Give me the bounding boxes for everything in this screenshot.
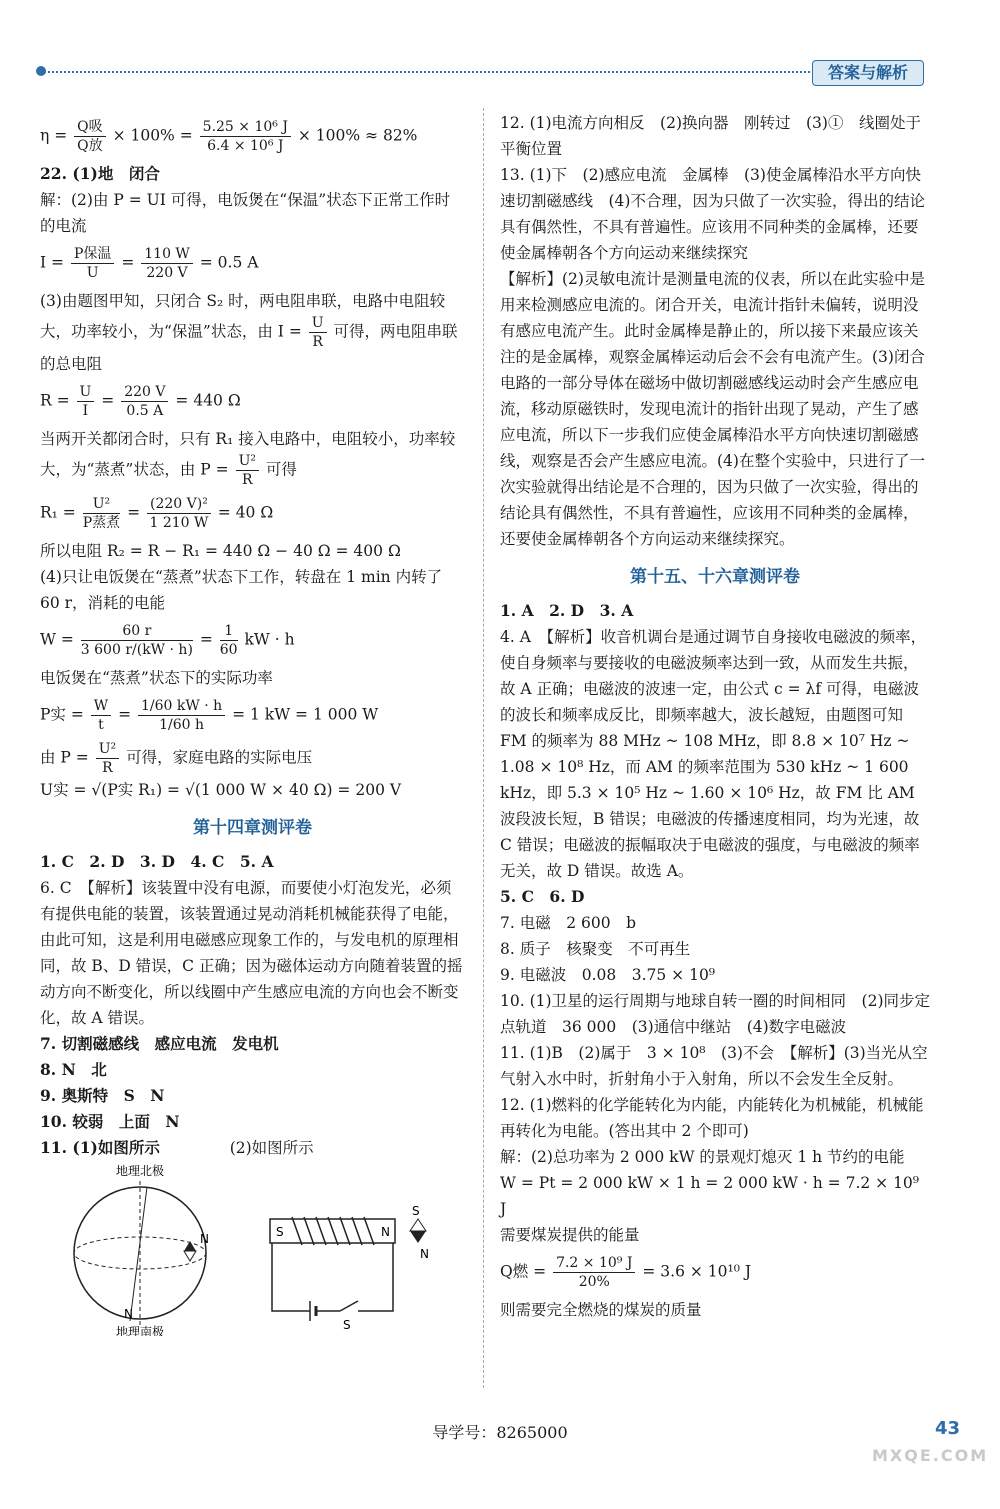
- ch14-answer-7: 7. 切割磁感线 感应电流 发电机: [40, 1034, 279, 1053]
- ch15-answer-12: 12. (1)燃料的化学能转化为内能，内能转化为机械能，机械能再转化为电能。(答出其中 2 个即可): [500, 1096, 924, 1140]
- eq-voltage: U实 = √(P实 R₁) = √(1 000 W × 40 Ω) = 200 V: [40, 781, 402, 799]
- compass-n-icon: [410, 1231, 426, 1243]
- needle-south-icon: [184, 1251, 196, 1261]
- q12-answer: 12. (1)电流方向相反 (2)换向器 刚转过 (3)① 线圈处于平衡位置: [500, 114, 921, 158]
- ch15-answer-12c: W = Pt = 2 000 kW × 1 h = 2 000 kW · h = 7.2 × 10⁹ J: [500, 1174, 920, 1218]
- label-north-pole: 地理北极: [115, 1164, 165, 1178]
- magnetic-axis: [130, 1187, 147, 1321]
- label-switch: S: [343, 1318, 351, 1332]
- ch14-answer-6: 6. C 【解析】该装置中没有电源，而要使小灯泡发光，必须有提供电能的装置，该装置通过晃动消耗机械能获得了电能，由此可知，这是利用电磁感应现象工作的，与发电机的原理相同，故 B、D 错误，C 正确；因为磁体运动方向随着装置的摇动方向不断变化，所以线圈中产生感应电流的方向也会不断变化，故 A 错误。: [40, 879, 463, 1027]
- header-rule: [40, 71, 810, 73]
- ch14-answer-10: 10. 较弱 上面 N: [40, 1112, 180, 1131]
- label-n-bottom: N: [124, 1307, 133, 1321]
- ch15-answer-12e: 则需要完全燃烧的煤炭的质量: [500, 1301, 702, 1319]
- ch14-answer-9: 9. 奥斯特 S N: [40, 1086, 165, 1105]
- ch15-answer-10: 10. (1)卫星的运行周期与地球自转一圈的时间相同 (2)同步定点轨道 36 000 (3)通信中继站 (4)数字电磁波: [500, 992, 930, 1036]
- ch15-answer-4: 4. A 【解析】收音机调台是通过调节自身接收电磁波的频率，使自身频率与要接收的电磁波频率达到一致，从而发生共振，故 A 正确；电磁波的波速一定，由公式 c = λf 可得，电磁波的波长和频率成反比，即频率越大，波长越短，由题图可知 FM 的频率为 88 MHz ~ 108 MHz，即 8.8 × 10⁷ Hz ~ 1.08 × 10⁸ Hz，而 AM 的频率范围为 530 kHz ~ 1 600 kHz，即 5.3 × 10⁵ Hz ~ 1.60 × 10⁶ Hz，故 FM 比 AM 波段波长短，B 错误；电磁波的传播速度相同，均为光速，故 C 错误；电磁波的振幅取决于电磁波的强度，与电磁波的频率无关，故 D 错误。故选 A。: [500, 628, 927, 880]
- ch15-answer-8: 8. 质子 核聚变 不可再生: [500, 940, 691, 958]
- q13-answer: 13. (1)下 (2)感应电流 金属棒 (3)使金属棒沿水平方向快速切割磁感线 (4)不合理，因为只做了一次实验，得出的结论具有偶然性，不具有普遍性。应该用不同种类的金属棒，还要使金属棒朝各个方向运动来继续探究: [500, 166, 925, 262]
- ch15-answer-7: 7. 电磁 2 600 b: [500, 914, 637, 932]
- figure-svg: [40, 1161, 465, 1336]
- eq-power: P实 = $\frac{W}{t}$ = $\frac{1/60 kW \cdot h}{1/60 h}$ = 1 kW = 1 000 W: [40, 698, 379, 733]
- q13-analysis: 【解析】(2)灵敏电流计是测量电流的仪表，所以在此实验中是用来检测感应电流的。闭合开关，电流计指针未偏转，说明没有感应电流产生。此时金属棒是静止的，所以接下来最应该关注的是金属棒，观察金属棒运动后会不会有电流产生。(3)闭合电路的一部分导体在磁场中做切割磁感线运动时会产生感应电流，移动原磁铁时，发现电流计的指针出现了晃动，产生了感应电流，所以下一步我们应使金属棒沿水平方向快速切割磁感线，观察是否会产生感应电流。(4)在整个实验中，只进行了一次实验就得出结论是不合理的，因为只做了一次实验，得出的结论具有偶然性，不具有普遍性，应该用不同种类的金属棒，还要使金属棒朝各个方向运动来继续探究。: [500, 270, 925, 548]
- solenoid-figure: [270, 1204, 429, 1332]
- section-title-15-16: 第十五、十六章测评卷: [630, 567, 800, 587]
- label-compass-s: S: [412, 1204, 420, 1218]
- header-tag: 答案与解析: [812, 60, 924, 86]
- ch15-answers-5-6: 5. C 6. D: [500, 887, 585, 906]
- label-south-pole: 地理南极: [115, 1325, 165, 1336]
- right-column: [500, 110, 930, 1323]
- needle-north-icon: [184, 1241, 196, 1251]
- label-n-right: N: [200, 1232, 209, 1246]
- figures-q11: [40, 1161, 465, 1336]
- q22-solution-3: (3)由题图甲知，只闭合 S₂ 时，两电阻串联，电路中电阻较大，功率较小，为“保温”状态，由 I = $\frac{U}{R}$ 可得，两电阻串联的总电阻: [40, 292, 458, 373]
- q22-solution-7: 电饭煲在“蒸煮”状态下的实际功率: [40, 669, 273, 687]
- coil-windings: [292, 1217, 374, 1245]
- eq-total-resistance: R = $\frac{U}{I}$ = $\frac{220 V}{0.5 A}$ = 440 Ω: [40, 384, 241, 419]
- ch15-answer-9: 9. 电磁波 0.08 3.75 × 10⁹: [500, 966, 716, 984]
- ch14-answers-1-5: 1. C 2. D 3. D 4. C 5. A: [40, 852, 274, 871]
- label-solenoid-s: S: [276, 1225, 284, 1239]
- eq-coal-energy: Q燃 = $\frac{\text{7.2 × 10⁹ J}}{20\%}$ = 3.6 × 10¹⁰ J: [500, 1255, 752, 1290]
- eq-r1: R₁ = $\frac{\text{U²}}{\text{P蒸煮}}$ = $\frac{\text{(220 V)²}}{1 210 W}$ = 40 Ω: [40, 496, 274, 531]
- eq-energy: W = $\frac{60 r}{3 600 r/(kW \cdot h)}$ = $\frac{1}{60}$ kW · h: [40, 623, 295, 658]
- watermark: MXQE.COM: [872, 1446, 989, 1465]
- ch15-answer-12b: 解：(2)总功率为 2 000 kW 的景观灯熄灭 1 h 节约的电能: [500, 1148, 905, 1166]
- page-number: 43: [935, 1418, 961, 1439]
- label-compass-n: N: [420, 1247, 429, 1261]
- wire-right: [358, 1243, 393, 1311]
- eq-efficiency: η = $\frac{\text{Q吸}}{\text{Q放}}$ × 100% = $\frac{\text{5.25 × 10⁶ J}}{\text{6.4 × 10⁶ J}}$ × 100% ≈ 82%: [40, 119, 418, 154]
- q22-answer: 22. (1)地 闭合: [40, 164, 160, 183]
- eq-current: I = $\frac{\text{P保温}}{U}$ = $\frac{110 W}{220 V}$ = 0.5 A: [40, 246, 259, 281]
- switch-icon: [340, 1301, 358, 1311]
- q22-solution-8: 由 P = $\frac{\text{U²}}{R}$ 可得，家庭电路的实际电压: [40, 741, 313, 776]
- ch15-answer-11: 11. (1)B (2)属于 3 × 10⁸ (3)不会 【解析】(3)当光从空气射入水中时，折射角小于入射角，所以不会发生全反射。: [500, 1044, 928, 1088]
- footer-code: 导学号：8265000: [432, 1423, 568, 1442]
- column-separator: [483, 108, 484, 1388]
- section-title-14: 第十四章测评卷: [193, 818, 312, 838]
- ch14-answer-11: 11. (1)如图所示 (2)如图所示: [40, 1138, 314, 1157]
- ch14-answer-8: 8. N 北: [40, 1060, 107, 1079]
- q22-solution-4: 当两开关都闭合时，只有 R₁ 接入电路中，电阻较小，功率较大，为“蒸煮”状态，由 P = $\frac{\text{U²}}{R}$ 可得: [40, 430, 456, 488]
- ch15-answer-12d: 需要煤炭提供的能量: [500, 1226, 640, 1244]
- globe-figure: [74, 1163, 209, 1336]
- q22-solution-2: 解：(2)由 P = UI 可得，电饭煲在“保温”状态下正常工作时的电流: [40, 191, 451, 235]
- label-solenoid-n: N: [381, 1225, 390, 1239]
- ch15-answers-1-3: 1. A 2. D 3. A: [500, 601, 634, 620]
- left-column: [40, 112, 465, 1336]
- q22-r2: 所以电阻 R₂ = R − R₁ = 440 Ω − 40 Ω = 400 Ω: [40, 542, 401, 560]
- compass-s-icon: [410, 1219, 426, 1231]
- wire-left: [272, 1243, 310, 1311]
- q22-solution-6: (4)只让电饭煲在“蒸煮”状态下工作，转盘在 1 min 内转了 60 r，消耗的电能: [40, 568, 443, 612]
